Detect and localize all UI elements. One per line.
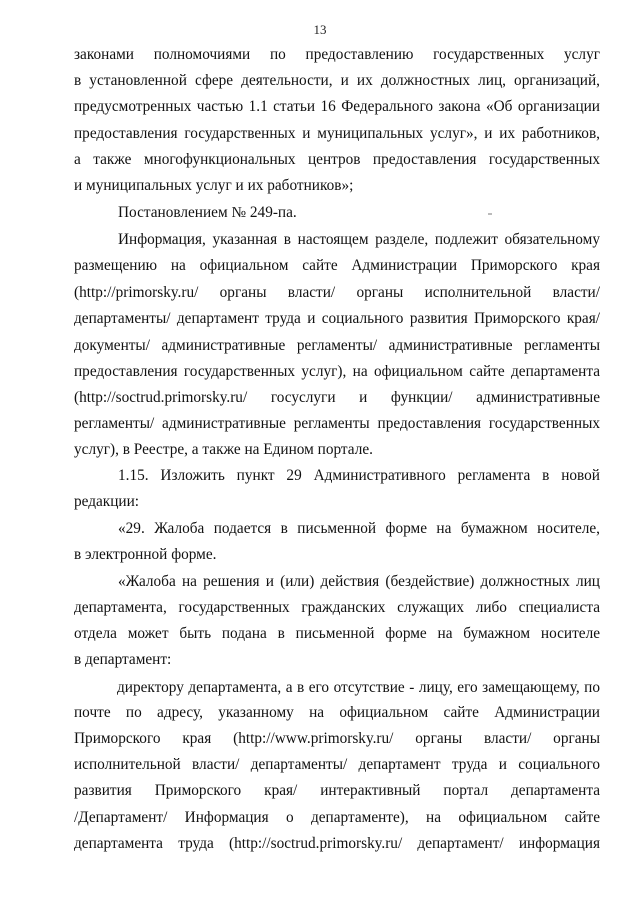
text-line: (http://primorsky.ru/ органы власти/ органы исполнительной власти/ — [74, 284, 600, 301]
text-line: Постановлением № 249-па. — [118, 204, 297, 221]
text-line: директору департамента, а в его отсутствие - лицу, его замещающему, по — [117, 679, 600, 696]
text-line: «Жалоба на решения и (или) действия (бездействие) должностных лиц — [118, 573, 600, 590]
text-line: в установленной сфере деятельности, и их должностных лиц, организаций, — [74, 72, 600, 89]
text-line: /Департамент/ Информация о департаменте), на официальном сайте — [74, 809, 600, 826]
text-line: 1.15. Изложить пункт 29 Административного регламента в новой — [118, 467, 600, 484]
text-line: Приморского края (http://www.primorsky.ru/ органы власти/ органы — [74, 730, 600, 747]
text-line: размещению на официальном сайте Администрации Приморского края — [74, 257, 600, 274]
text-line: в электронной форме. — [74, 546, 217, 563]
text-line: предусмотренных частью 1.1 статьи 16 Федерального закона «Об организации — [74, 98, 600, 115]
scan-mark — [488, 213, 492, 215]
text-line: исполнительной власти/ департаменты/ департамент труда и социального — [74, 756, 600, 773]
text-line: в департамент: — [74, 651, 172, 668]
text-line: редакции: — [74, 493, 140, 510]
text-line: документы/ административные регламенты/ административные регламенты — [74, 337, 600, 354]
text-line: Информация, указанная в настоящем разделе, подлежит обязательному — [118, 231, 600, 248]
text-line: развития Приморского края/ интерактивный портал департамента — [74, 782, 600, 799]
text-line: департамента, государственных гражданских служащих либо специалиста — [74, 599, 600, 616]
text-line: и муниципальных услуг и их работников»; — [74, 177, 354, 194]
text-line: (http://soctrud.primorsky.ru/ госуслуги и функции/ административные — [74, 389, 600, 406]
text-line: департаменты/ департамент труда и социального развития Приморского края/ — [74, 310, 600, 327]
text-line: регламенты/ административные регламенты предоставления государственных — [74, 415, 600, 432]
page-number: 13 — [313, 22, 327, 37]
text-line: а также многофункциональных центров предоставления государственных — [74, 151, 600, 168]
text-line: услуг), в Реестре, а также на Едином портале. — [74, 441, 373, 458]
text-line: департамента труда (http://soctrud.primorsky.ru/ департамент/ информация — [74, 835, 600, 852]
text-line: предоставления государственных услуг), на официальном сайте департамента — [74, 363, 600, 380]
text-line: отдела может быть подана в письменной форме на бумажном носителе — [74, 625, 600, 642]
text-line: почте по адресу, указанному на официальном сайте Администрации — [74, 704, 600, 721]
text-line: «29. Жалоба подается в письменной форме на бумажном носителе, — [118, 520, 600, 537]
text-line: законами полномочиями по предоставлению государственных услуг — [74, 46, 600, 63]
text-line: предоставления государственных и муниципальных услуг», и их работников, — [74, 125, 600, 142]
